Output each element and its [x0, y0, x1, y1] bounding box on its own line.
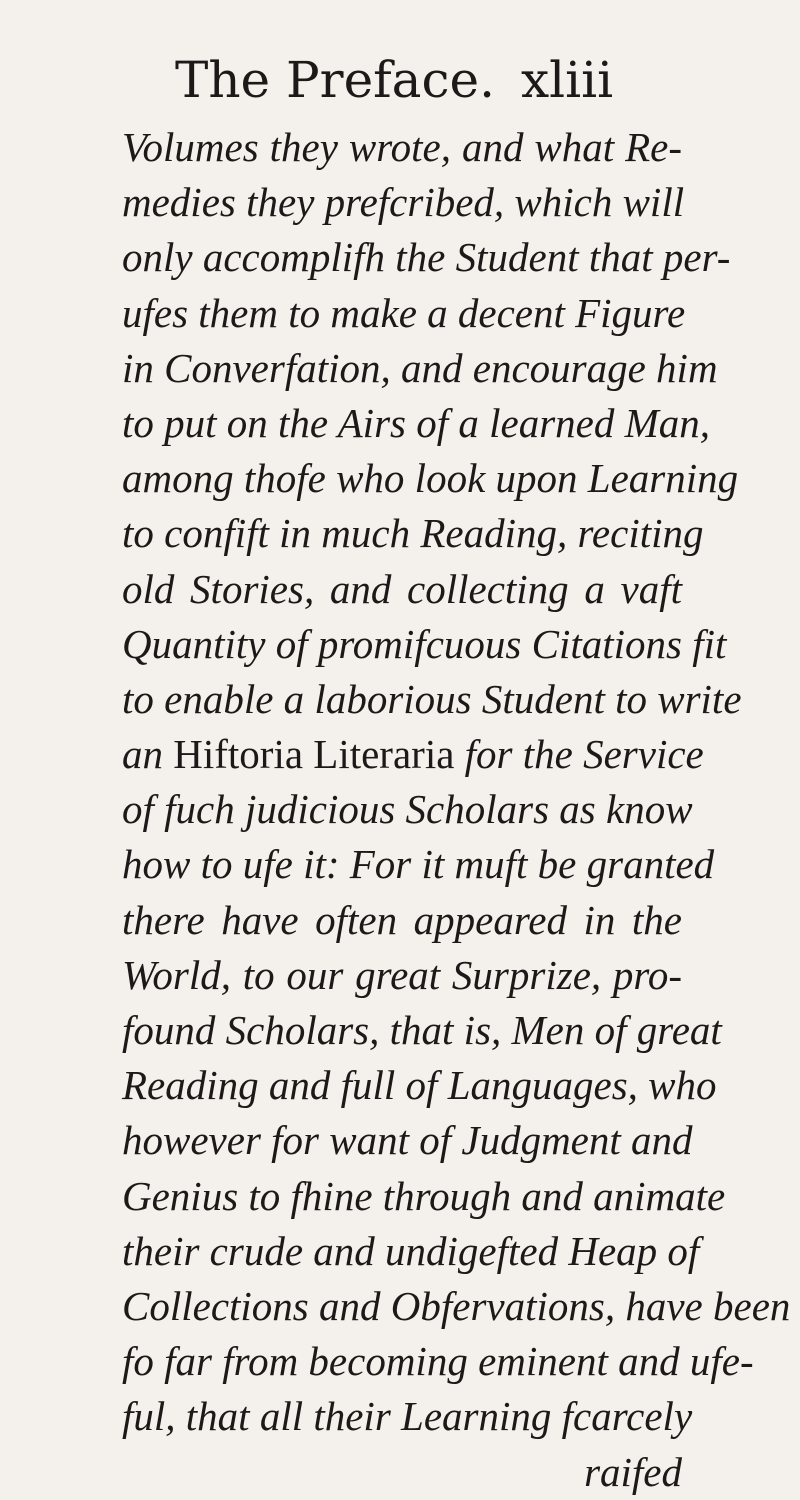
text-line: fo far from becoming eminent and ufe-	[122, 1338, 754, 1385]
text-line: of fuch judicious Scholars as know	[122, 786, 693, 833]
text-line: ufes them to make a decent Figure	[122, 289, 686, 336]
text-line: Quantity of promifcuous Citations fit	[122, 620, 727, 667]
text-line: in Converfation, and encourage him	[122, 344, 718, 391]
text-line: ful, that all their Learning fcarcely	[122, 1393, 693, 1440]
page-number: xliii	[520, 51, 614, 109]
text-line: found Scholars, that is, Men of great	[122, 1007, 722, 1053]
text-line: to confift in much Reading, reciting	[122, 510, 704, 557]
text-segment-italic: for the Service	[454, 731, 704, 778]
catchword: raifed	[584, 1448, 682, 1495]
text-line: to put on the Airs of a learned Man,	[122, 399, 711, 446]
text-segment-roman: Hiftoria Literaria	[173, 731, 455, 778]
text-line: only accomplifh the Student that per-	[122, 234, 731, 281]
text-line: Reading and full of Languages, who	[122, 1062, 717, 1109]
text-line: Volumes they wrote, and what Re-	[122, 124, 682, 170]
text-line: Genius to fhine through and animate	[122, 1172, 726, 1219]
text-line: to enable a laborious Student to write	[122, 675, 742, 722]
text-line-mixed	[122, 727, 704, 782]
text-line: their crude and undigefted Heap of	[122, 1227, 700, 1274]
body-text	[122, 120, 791, 1500]
page-title: The Preface.	[175, 51, 495, 109]
text-line: World, to our great Surprize, pro-	[122, 951, 682, 998]
text-line: old Stories, and collecting a vaft	[122, 565, 682, 612]
text-line: medies they prefcribed, which will	[122, 179, 685, 226]
text-line: how to ufe it: For it muft be granted	[122, 841, 715, 888]
text-line: there have often appeared in the	[122, 896, 682, 943]
text-line: among thofe who look upon Learning	[122, 455, 739, 502]
running-header	[175, 50, 675, 110]
text-line: however for want of Judgment and	[122, 1117, 693, 1164]
text-segment-italic: an	[122, 731, 174, 778]
text-line: Collections and Obfervations, have been	[122, 1282, 791, 1329]
